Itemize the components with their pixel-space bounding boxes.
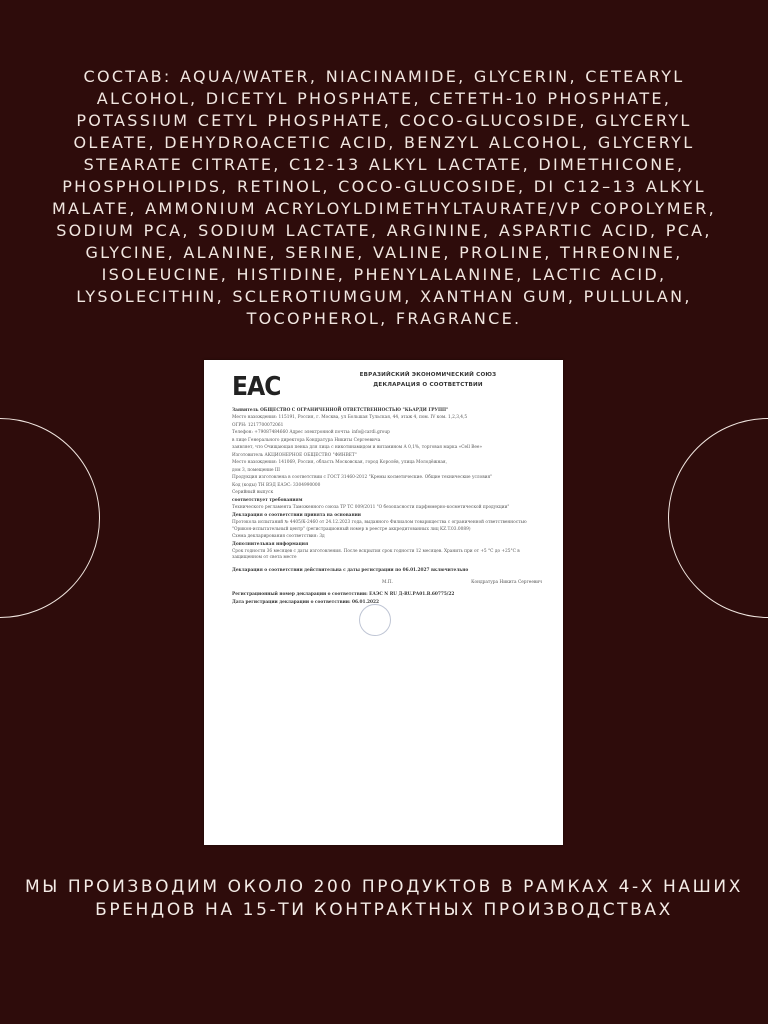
doc-line: в лице Генерального директора Кондратура Никиты Сергеевича bbox=[232, 437, 381, 443]
doc-line: Дополнительная информация bbox=[232, 541, 309, 547]
doc-line: Телефон: +79087484660 Адрес электронной почты: info@cardi.group bbox=[232, 430, 390, 436]
document-header bbox=[308, 372, 548, 388]
decorative-circle-right bbox=[668, 418, 768, 618]
doc-line: Место нахождения: 115191, Россия, г. Москва, ул Большая Тульская, 44, этаж 4, пом. IV ком. 1,2,3,4,5 bbox=[232, 415, 468, 421]
decorative-circle-left bbox=[0, 418, 100, 618]
eac-logo: EAC bbox=[232, 372, 281, 402]
doc-line: Серийный выпуск bbox=[232, 490, 274, 496]
signature-row bbox=[232, 580, 542, 586]
doc-line: ОГРН: 1217700072061 bbox=[232, 422, 284, 428]
stamp-icon bbox=[359, 604, 391, 636]
document-title: ДЕКЛАРАЦИЯ О СООТВЕТСТВИИ bbox=[373, 382, 483, 388]
doc-line: Дата регистрации декларации о соответствии: 06.01.2022 bbox=[232, 599, 379, 605]
doc-line: Декларация о соответствии действительна с даты регистрации по 06.01.2027 включительно bbox=[232, 567, 469, 573]
ingredients-text: СОСТАВ: AQUA/WATER, NIACINAMIDE, GLYCERIN, CETEARYL ALCOHOL, DICETYL PHOSPHATE, CETETH-10 PHOSPHATE, POTASSIUM CETYL PHOSPHATE, COCO-GLUCOSIDE, GLYCERYL OLEATE, DEHYDROACETIC ACID, BENZYL ALCOHOL, GLYCERYL STEARATE CITRATE, C12-13 ALKYL LACTATE, DIMETHICONE, PHOSPHOLIPIDS, RETINOL, COCO-GLUCOSIDE, DI C12–13 ALKYL MALATE, AMMONIUM ACRYLOYLDIMETHYLTAURATE/VP COPOLYMER, SODIUM PCA, SODIUM LACTATE, ARGININE, ASPARTIC ACID, PCA, GLYCINE, ALANINE, SERINE, VALINE, PROLINE, THREONINE, ISOLEUCINE, HISTIDINE, PHENYLALANINE, LACTIC ACID, LYSOLECITHIN, SCLEROTIUMGUM, XANTHAN GUM, PULLULAN, TOCOPHEROL, FRAGRANCE. bbox=[51, 67, 717, 328]
doc-line: Схема декларирования соответствия: 3д bbox=[232, 534, 325, 540]
mp-label: М.П. bbox=[382, 579, 393, 585]
doc-line: Код (коды) ТН ВЭД ЕАЭС: 3304990000 bbox=[232, 482, 321, 488]
declaration-document bbox=[204, 360, 563, 845]
doc-line: Срок годности 36 месяцев с даты изготовления. После вскрытия срок годности 12 месяцев. Хранить при от +5 °С до +25°С в защищенном от света месте bbox=[232, 549, 520, 561]
doc-line: Изготовитель АКЦИОНЕРНОЕ ОБЩЕСТВО "ФИНВЕТ" bbox=[232, 452, 357, 458]
doc-line: Регистрационный номер декларации о соответствии: ЕАЭС N RU Д-RU.РА01.В.60775/22 bbox=[232, 592, 455, 598]
doc-line: Заявитель ОБЩЕСТВО С ОГРАНИЧЕННОЙ ОТВЕТСТВЕННОСТЬЮ "КЬАРДИ ГРУПП" bbox=[232, 408, 449, 413]
document-union: ЕВРАЗИЙСКИЙ ЭКОНОМИЧЕСКИЙ СОЮЗ bbox=[359, 372, 497, 378]
doc-line: Декларация о соответствии принята на основании bbox=[232, 512, 361, 518]
doc-line: Технического регламента Таможенного союза ТР ТС 009/2011 "О безопасности парфюмерно-косметической продукции" bbox=[232, 505, 510, 511]
doc-line: Место нахождения: 141069, Россия, область Московская, город Королёв, улица Молодёжная, bbox=[232, 460, 447, 466]
signer-name: Кондратура Никита Сергеевич bbox=[471, 579, 542, 585]
doc-line: соответствует требованиям bbox=[232, 497, 303, 503]
doc-line: Протокола испытаний № 4405/К-2460 от 24.12.2023 года, выданного Филиалом товарищества с ограниченной ответственностью "Орикон-испытательный центр" (регистрационный номер в реестре аккредитованных лиц KZ.T.03.0089) bbox=[232, 520, 527, 532]
doc-line: дом 3, помещение III bbox=[232, 467, 281, 473]
bottom-text: МЫ ПРОИЗВОДИМ ОКОЛО 200 ПРОДУКТОВ В РАМКАХ 4-Х НАШИХ БРЕНДОВ НА 15-ТИ КОНТРАКТНЫХ ПРОИЗВОДСТВАХ bbox=[25, 877, 743, 920]
document-body bbox=[232, 408, 542, 607]
doc-line: заявляет, что Очищающая пенка для лица с никотинамидом и витамином А 0,1%, торговая марка «Cell Bee» bbox=[232, 445, 483, 451]
doc-line: Продукция изготовлена в соответствии с ГОСТ 31460-2012 "Кремы косметические. Общие технические условия" bbox=[232, 475, 493, 481]
